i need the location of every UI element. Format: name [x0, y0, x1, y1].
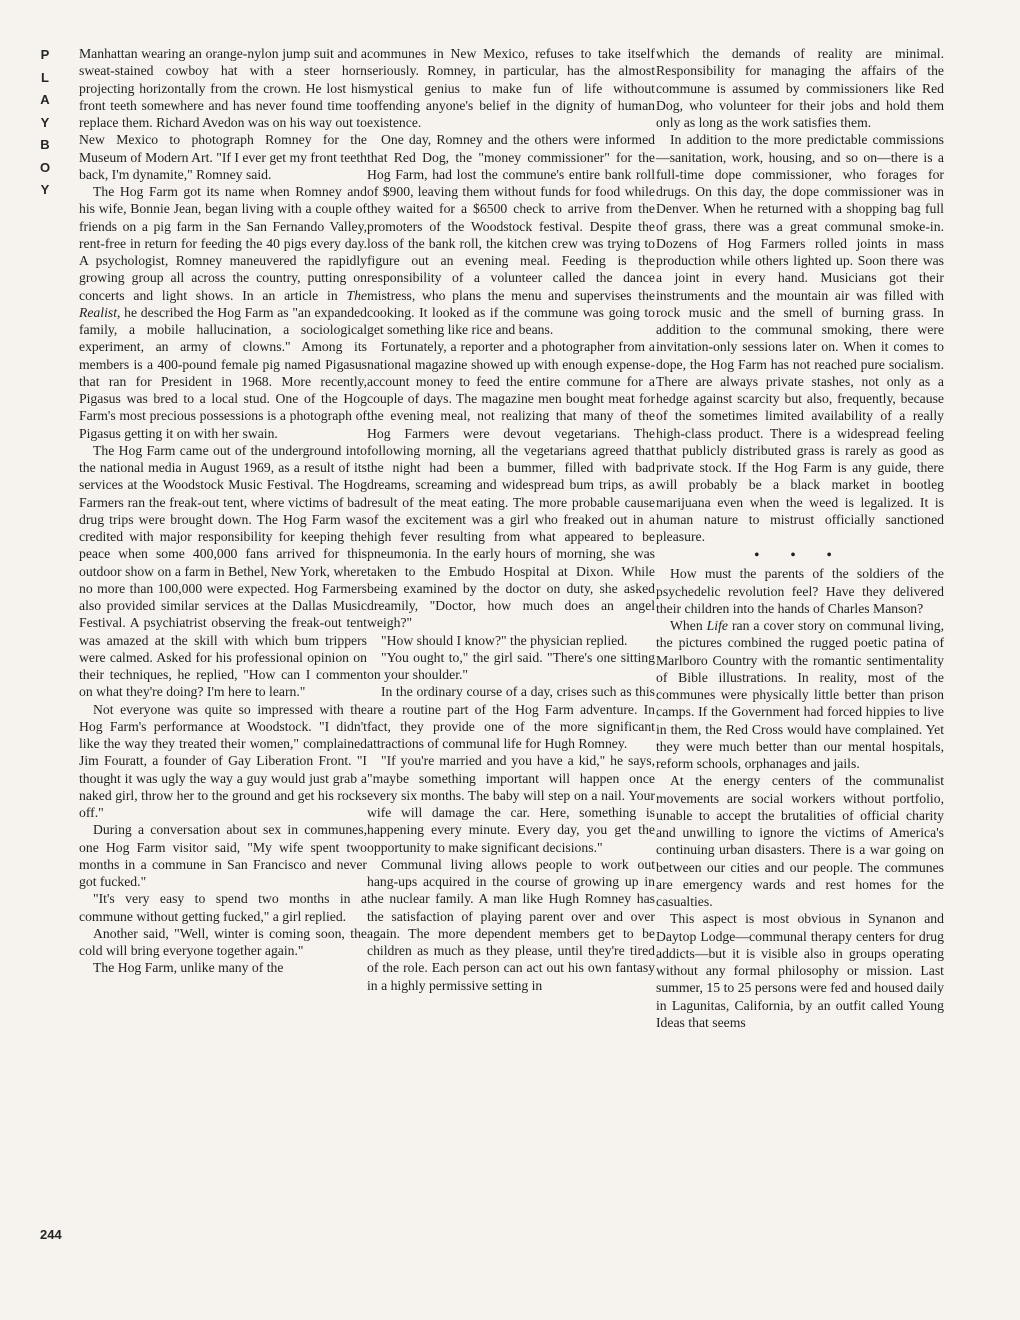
paragraph: One day, Romney and the others were informed that Red Dog, the "money commissioner" for the Hog Farm, had lost the commune's entire bank roll of $900, leaving them without funds for food while they waited for a $6500 check to arrive from the promoters of the Woodstock festival. Despite the loss of the bank roll, the kitchen crew was trying to figure out an evening meal. Feeding is the responsibility of a volunteer called the dance mistress, who plans the menu and supervises the cooking. It looked as if the commune was going to get something like rice and beans. — [367, 132, 655, 337]
text-run: When — [670, 618, 707, 633]
paragraph: which the demands of reality are minimal. Responsibility for managing the affairs of the commune is assumed by commissioners like Red Dog, who volunteer for their jobs and hold them only as long as the work satisfies them. — [656, 46, 944, 130]
paragraph: "How should I know?" the physician replied. — [381, 632, 628, 648]
sidebar-letter: B — [40, 137, 50, 152]
sidebar-letter: O — [39, 159, 51, 175]
text-run: he described the Hog Farm as "an expanded family, a mobile hallucination, a sociological experiment, an army of clowns." Among its members is a 400-pound female pig named Pigasus that ran for President in 1968. More recently, Pigasus was bred to a local stud. One of the Hog Farm's most precious possessions is a photograph of Pigasus getting it on with her swain. — [79, 304, 367, 441]
paragraph — [656, 617, 944, 772]
publication-title: The Realist, — [79, 287, 367, 320]
paragraph: communes in New Mexico, refuses to take itself seriously. Romney, in particular, has the almost mystical genius to make fun of life without offending anyone's belief in the dignity of human existence. — [367, 46, 655, 130]
paragraph: At the energy centers of the communalist movements are social workers without portfolio, unable to accept the brutalities of official charity and unwilling to ignore the victims of America's continuing urban disasters. There is a war going on between our cities and our people. The communes are emergency wards and rest homes for the casualties. — [656, 773, 944, 909]
paragraph: Fortunately, a reporter and a photographer from a national magazine showed up with enough expense-account money to feed the entire commune for a couple of days. The magazine men bought meat for the evening meal, not realizing that many of the Hog Farmers were devout vegetarians. The following morning, all the vegetarians agreed that the night had been a bummer, filled with bad dreams, screaming and widespread bum trips, as a result of the meat eating. The more probable cause of the excitement was a girl who freaked out in a high fever resulting from what appeared to be pneumonia. In the early hours of morning, she was taken to the Embudo Hospital at Dixon. While being examined by the doctor on duty, she asked dreamily, "Doctor, how much does an angel weigh?" — [367, 339, 655, 631]
sidebar-letter: L — [41, 69, 49, 85]
article-column-2 — [367, 45, 655, 994]
text-run: The Hog Farm got its name when Romney and his wife, Bonnie Jean, began living with a couple of friends on a pig farm in the San Fernando Valley, rent-free in return for feeding the 40 pigs every day. A psychologist, Romney maneuvered the rapidly growing group all across the country, putting on concerts and light shows. In an article in — [79, 184, 367, 303]
paragraph: The Hog Farm came out of the underground into the national media in August 1969, as a result of its services at the Woodstock Music Festival. The Hog Farmers ran the freak-out tent, where victims of bad drug trips were brought down. The Hog Farm was credited with major responsibility for keeping the peace when some 400,000 fans arrived for this outdoor show on a farm in Bethel, New York, where no more than 100,000 were expected. Hog Farmers also provided similar services at the Dallas Music Festival. A psychiatrist observing the freak-out tent was amazed at the skill with which bum trippers were calmed. Asked for his professional opinion on their techniques, he replied, "How can I comment on what they're doing? I'm here to learn." — [79, 442, 367, 700]
paragraph: How must the parents of the soldiers of the psychedelic revolution feel? Have they delivered their children into the hands of Charles Manson? — [656, 566, 944, 616]
paragraph: "It's very easy to spend two months in a commune without getting fucked," a girl replied. — [79, 891, 367, 924]
section-separator: • • • — [754, 547, 846, 563]
paragraph: The Hog Farm, unlike many of the — [93, 960, 284, 976]
article-column-3 — [656, 45, 944, 1031]
paragraph: In addition to the more predictable commissions—sanitation, work, housing, and so on—there is a full-time dope commissioner, who forages for drugs. On this day, the dope commissioner was in Denver. When he returned with a shopping bag full of grass, there was a great communal smoke-in. Dozens of Hog Farmers rolled joints in mass production while others lighted up. Soon there was a joint in every hand. Musicians got their instruments and the mountain air was filled with rock music and the smell of burning grass. In addition to the communal smoking, there were invitation-only sessions later on. When it comes to dope, the Hog Farm has not reached pure socialism. There are always private stashes, not only as a hedge against scarcity but also, frequently, because of the sometimes limited availability of a really high-class product. There is a widespread feeling that publicly distributed grass is rarely as good as private stock. If the Hog Farm is any guide, there will probably be a black market in bootleg marijuana even when the weed is legalized. It is human nature to mistrust officially sanctioned pleasure. — [656, 132, 944, 544]
paragraph: During a conversation about sex in communes, one Hog Farm visitor said, "My wife spent two months in a commune in San Francisco and never got fucked." — [79, 822, 367, 889]
paragraph: "If you're married and you have a kid," he says, "maybe something important will happen once every six months. The baby will step on a nail. Your wife will damage the car. Here, something is happening every minute. Every day, you get the opportunity to make significant decisions." — [367, 753, 655, 855]
magazine-sidebar-title — [34, 44, 56, 202]
text-run: ran a cover story on communal living, the pictures combined the rugged poetic patina of Marlboro Country with the romantic sentimentality of Bible illustrations. In reality, most of the communes were physically little better than prison camps. If the Government had forced hippies to live in them, the Red Cross would have complained. Yet they were much better than our mental hospitals, reform schools, orphanages and jails. — [656, 618, 944, 771]
paragraph: Not everyone was quite so impressed with the Hog Farm's performance at Woodstock. "I didn't like the way they treated their women," complained Jim Fouratt, a founder of Gay Liberation Front. "I thought it was ugly the way a guy would just grab a naked girl, throw her to the ground and get his rocks off." — [79, 701, 367, 820]
publication-title: Life — [706, 618, 728, 633]
sidebar-letter: P — [40, 47, 50, 62]
paragraph: Communal living allows people to work out hang-ups acquired in the course of growing up in the nuclear family. A man like Hugh Romney has the satisfaction of playing parent over and over again. The more dependent members get to be children as much as they please, until they're tired of the role. Each person can act out his own fantasy in a highly permissive setting in — [367, 856, 655, 993]
paragraph: This aspect is most obvious in Synanon and Daytop Lodge—communal therapy centers for drug addicts—but it is visible also in groups operating without any formal philosophy or mission. Last summer, 15 to 25 persons were fed and housed daily in Lagunitas, California, by an outfit called Young Ideas that seems — [656, 911, 944, 1030]
sidebar-letter: Y — [40, 182, 50, 197]
paragraph — [79, 183, 367, 442]
paragraph: In the ordinary course of a day, crises such as this are a routine part of the Hog Farm adventure. In fact, they provide one of the more significant attractions of communal life for Hugh Romney. — [367, 684, 655, 751]
paragraph: "You ought to," the girl said. "There's one sitting on your shoulder." — [367, 649, 655, 682]
sidebar-letter: A — [40, 92, 50, 107]
sidebar-letter: Y — [40, 114, 50, 130]
paragraph: Manhattan wearing an orange-nylon jump suit and a sweat-stained cowboy hat with a steer horn projecting horizontally from the crown. He lost his front teeth somewhere and has never found time to replace them. Richard Avedon was on his way out to New Mexico to photograph Romney for the Museum of Modern Art. "If I ever get my front teeth back, I'm dynamite," Romney said. — [79, 46, 368, 182]
article-column-1 — [79, 45, 367, 977]
paragraph: Another said, "Well, winter is coming soon, the cold will bring everyone together again." — [79, 925, 367, 958]
page-number: 244 — [40, 1227, 62, 1242]
